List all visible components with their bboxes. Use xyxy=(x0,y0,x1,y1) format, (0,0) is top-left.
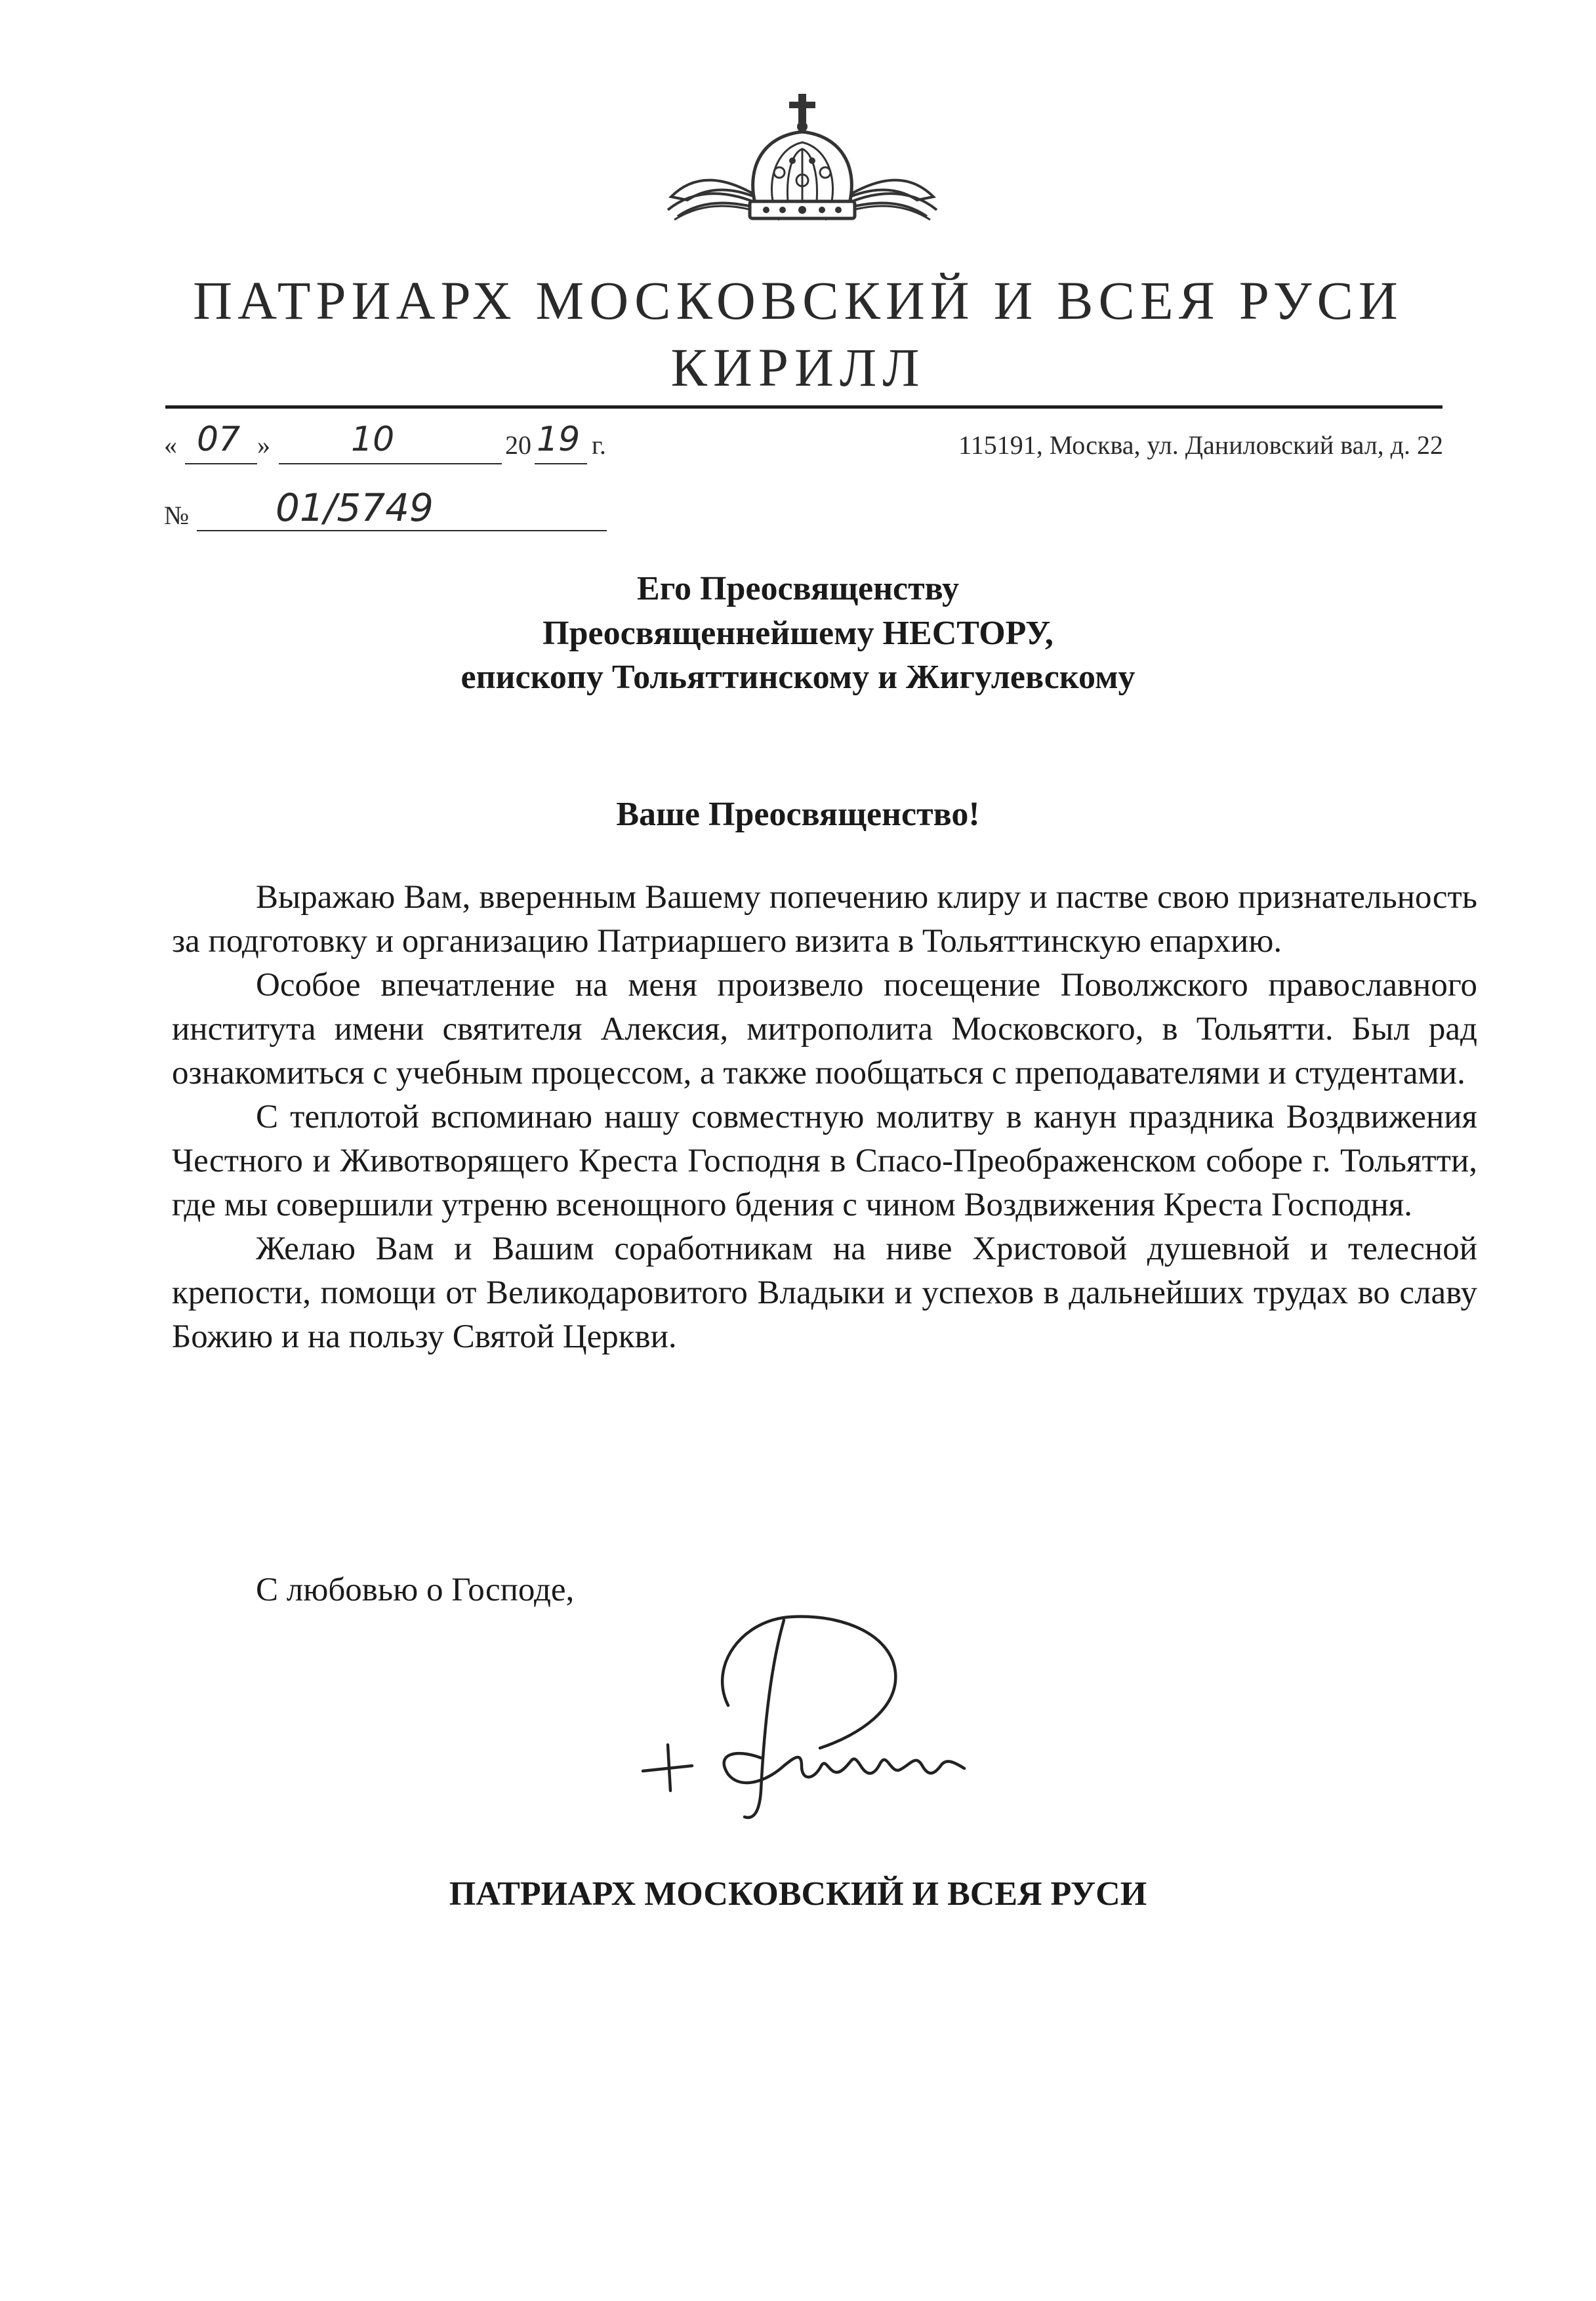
letterhead-title: ПАТРИАРХ МОСКОВСКИЙ И ВСЕЯ РУСИ xyxy=(193,270,1403,331)
crown-emblem-icon xyxy=(658,89,947,230)
date-day: 07 xyxy=(197,420,241,459)
addressee-line-3: епископу Тольяттинскому и Жигулевскому xyxy=(460,659,1136,696)
closing-phrase: С любовью о Господе, xyxy=(256,1572,575,1608)
letterhead-name: КИРИЛЛ xyxy=(670,337,926,397)
date-year-underline xyxy=(535,463,587,464)
date-year-suffix: 19 xyxy=(537,420,581,459)
signatory-title: ПАТРИАРХ МОСКОВСКИЙ И ВСЕЯ РУСИ xyxy=(449,1875,1147,1913)
signature-icon xyxy=(630,1594,997,1830)
letter-body xyxy=(172,876,1477,1359)
date-quote-open: « xyxy=(164,430,177,460)
body-paragraph: С теплотой вспоминаю нашу совместную молитву в канун праздника Воздвижения Честного и Животворящего Креста Господня в Спасо-Преображенском соборе г. Тольятти, где мы совершили утреню всенощного бдения с чином Воздвижения Креста Господня. xyxy=(172,1099,1477,1223)
date-year-prefix: 20 xyxy=(505,430,531,460)
addressee-line-1: Его Преосвященству xyxy=(637,570,959,607)
salutation: Ваше Преосвященство! xyxy=(616,796,980,833)
body-paragraph: Особое впечатление на меня произвело посещение Поволжского православного института имени святителя Алексия, митрополита Московского, в Тольятти. Был рад ознакомиться с учебным процессом, а также пообщаться с преподавателями и студентами. xyxy=(172,967,1477,1091)
sender-address: 115191, Москва, ул. Даниловский вал, д. 22 xyxy=(958,430,1443,460)
date-quote-close: » xyxy=(257,430,270,460)
outgoing-number: 01/5749 xyxy=(276,485,434,530)
body-paragraph: Выражаю Вам, вверенным Вашему попечению клиру и пастве свою признательность за подготовку и организацию Патриаршего визита в Тольяттинскую епархию. xyxy=(172,879,1477,960)
letterhead-divider xyxy=(165,405,1443,409)
body-paragraph: Желаю Вам и Вашим соработникам на ниве Христовой душевной и телесной крепости, помощи от Великодаровитого Владыки и успехов в дальнейших трудах во славу Божию и на пользу Святой Церкви. xyxy=(172,1231,1477,1355)
outgoing-number-underline xyxy=(197,530,607,531)
date-month-underline xyxy=(279,463,502,464)
date-day-underline xyxy=(185,463,257,464)
addressee-line-2: Преосвященнейшему НЕСТОРУ, xyxy=(542,615,1054,652)
date-month: 10 xyxy=(351,420,395,459)
outgoing-number-label: № xyxy=(164,500,190,530)
date-year-unit: г. xyxy=(592,430,606,460)
